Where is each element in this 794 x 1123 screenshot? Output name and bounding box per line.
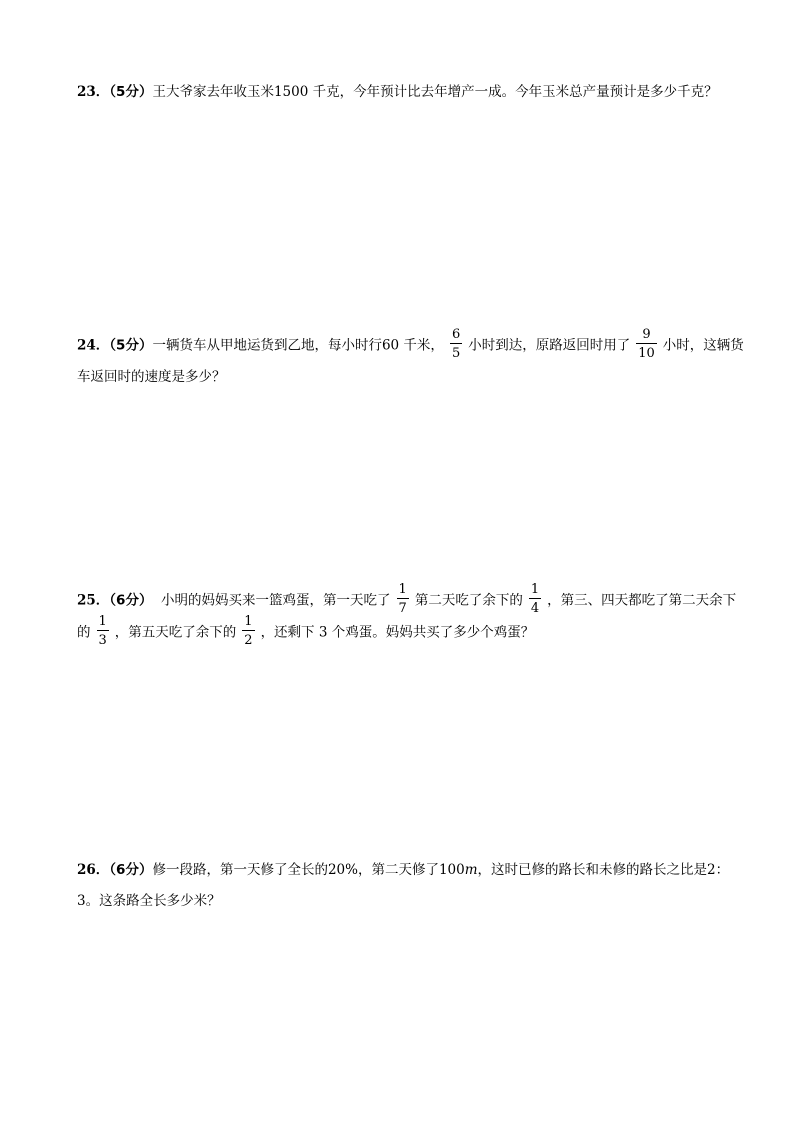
question-23: [77, 77, 749, 108]
question-score: （5分）: [109, 84, 153, 100]
question-score: （5分）: [109, 337, 153, 354]
fraction-denominator: 2: [244, 633, 253, 648]
fraction-numerator: 1: [244, 614, 253, 629]
fraction: [529, 583, 541, 615]
question-number: 26．: [77, 862, 110, 878]
fraction: [242, 615, 254, 647]
fraction: [97, 615, 109, 647]
unit-label: m: [464, 862, 478, 878]
question-text: ，第三、四天都吃了第二天余下的: [77, 592, 737, 641]
question-text: ，还剩下 3 个鸡蛋。妈妈共买了多少个鸡蛋？: [260, 624, 535, 641]
fraction: [397, 583, 409, 615]
question-26: [77, 855, 749, 917]
question-text: 王大爷家去年收玉米1500 千克，今年预计比去年增产一成。今年玉米总产量预计是多少千克？: [152, 84, 718, 100]
question-number: 24．: [77, 337, 110, 354]
question-text: 一辆货车从甲地运货到乙地，每小时行60 千米，: [152, 337, 444, 354]
fraction-denominator: 4: [530, 601, 540, 616]
question-text: 修一段路，第一天修了全长的20%，第二天修了100: [152, 862, 465, 878]
fraction-denominator: 10: [638, 346, 655, 361]
question-score: （6分）: [109, 862, 153, 878]
question-score: （6分）: [109, 592, 153, 609]
question-text: 小时，这辆货车返回时的速度是多少？: [77, 337, 744, 385]
question-text: ，这时已修的路长和未修的路长之比是2：3。这条路全长多少米？: [77, 862, 730, 909]
fraction-numerator: 1: [398, 582, 407, 597]
fraction-denominator: 5: [451, 346, 461, 361]
fraction: [450, 328, 462, 360]
question-number: 23．: [77, 84, 110, 100]
fraction-denominator: 7: [398, 601, 407, 616]
fraction-numerator: 6: [451, 327, 461, 342]
fraction-numerator: 1: [98, 614, 107, 629]
question-text: 小时到达，原路返回时用了: [468, 337, 631, 354]
question-text: 小明的妈妈买来一篮鸡蛋，第一天吃了: [161, 592, 391, 609]
fraction-numerator: 1: [530, 582, 540, 597]
question-24: [77, 327, 749, 393]
question-text: ，第五天吃了余下的: [114, 624, 237, 641]
fraction-numerator: 9: [636, 328, 657, 344]
fraction-denominator: 3: [98, 633, 107, 648]
question-25: [77, 582, 749, 649]
question-number: 25．: [77, 592, 110, 609]
question-text: 第二天吃了余下的: [414, 592, 523, 609]
fraction: [636, 328, 657, 360]
